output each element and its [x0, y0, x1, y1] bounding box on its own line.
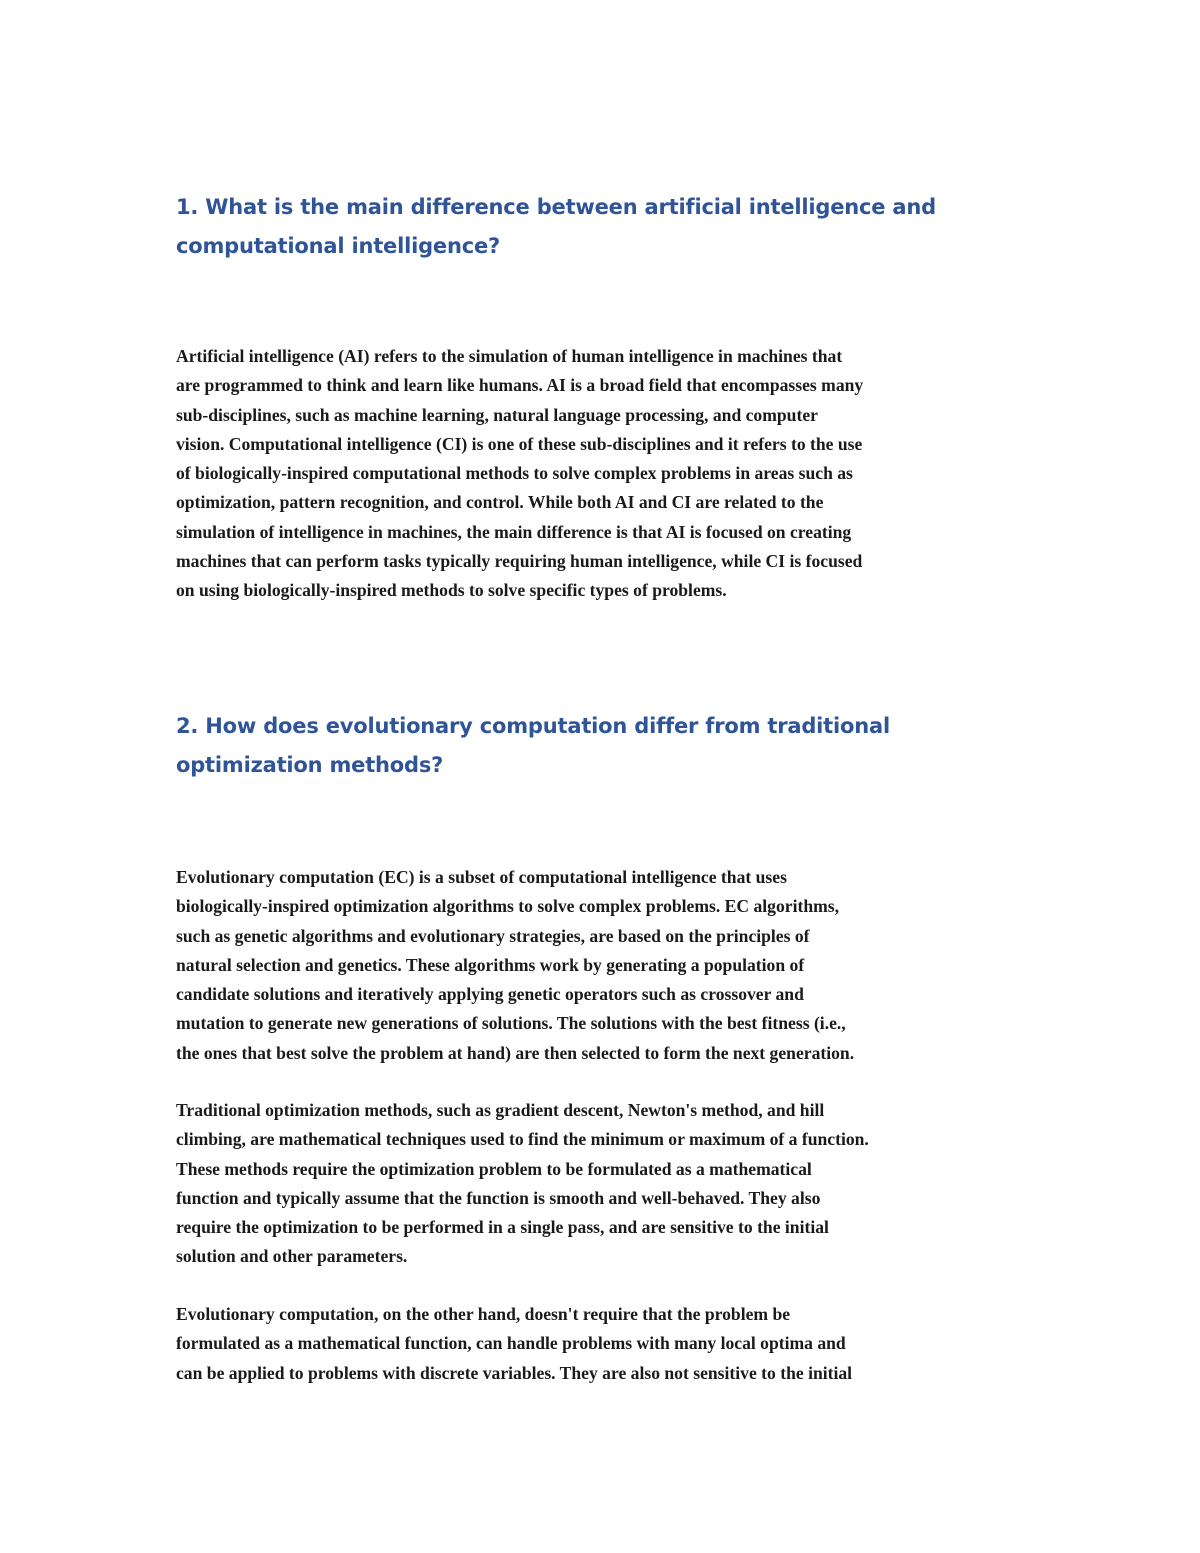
heading-line: 2. How does evolutionary computation differ from traditional [176, 714, 890, 738]
text-line: formulated as a mathematical function, can handle problems with many local optima and [176, 1333, 846, 1354]
text-line: These methods require the optimization problem to be formulated as a mathematical [176, 1158, 812, 1179]
question-1-answer [176, 342, 1036, 606]
heading-line: optimization methods? [176, 753, 444, 777]
text-line: simulation of intelligence in machines, the main difference is that AI is focused on creating [176, 521, 852, 542]
question-1-heading [176, 188, 1036, 266]
text-line: candidate solutions and iteratively applying genetic operators such as crossover and [176, 984, 804, 1005]
text-line: solution and other parameters. [176, 1246, 408, 1267]
text-line: natural selection and genetics. These algorithms work by generating a population of [176, 954, 805, 975]
text-line: Evolutionary computation (EC) is a subset of computational intelligence that uses [176, 867, 787, 887]
text-line: mutation to generate new generations of solutions. The solutions with the best fitness (i.e., [176, 1013, 846, 1034]
text-line: require the optimization to be performed in a single pass, and are sensitive to the initial [176, 1217, 829, 1238]
text-line: sub-disciplines, such as machine learning, natural language processing, and computer [176, 404, 818, 425]
text-line: on using biologically-inspired methods to solve specific types of problems. [176, 580, 727, 601]
text-line: the ones that best solve the problem at hand) are then selected to form the next generation. [176, 1042, 855, 1063]
text-line: can be applied to problems with discrete variables. They are also not sensitive to the initial [176, 1362, 853, 1383]
heading-line: computational intelligence? [176, 234, 500, 258]
question-2-answer-paragraph-3 [176, 1300, 1036, 1388]
text-line: such as genetic algorithms and evolutionary strategies, are based on the principles of [176, 925, 810, 946]
text-line: machines that can perform tasks typically requiring human intelligence, while CI is focused [176, 551, 863, 572]
text-line: are programmed to think and learn like humans. AI is a broad field that encompasses many [176, 375, 864, 396]
text-line: Artificial intelligence (AI) refers to the simulation of human intelligence in machines that [176, 346, 843, 366]
text-line: climbing, are mathematical techniques used to find the minimum or maximum of a function. [176, 1129, 869, 1150]
question-2-heading [176, 707, 1036, 785]
text-line: optimization, pattern recognition, and control. While both AI and CI are related to the [176, 492, 824, 513]
text-line: Evolutionary computation, on the other hand, doesn't require that the problem be [176, 1304, 791, 1324]
text-line: Traditional optimization methods, such as gradient descent, Newton's method, and hill [176, 1100, 825, 1120]
text-line: of biologically-inspired computational methods to solve complex problems in areas such as [176, 463, 853, 484]
question-2-answer-paragraph-1 [176, 863, 1036, 1068]
text-line: vision. Computational intelligence (CI) is one of these sub-disciplines and it refers to the use [176, 433, 863, 454]
text-line: function and typically assume that the function is smooth and well-behaved. They also [176, 1187, 821, 1208]
text-line: biologically-inspired optimization algorithms to solve complex problems. EC algorithms, [176, 896, 840, 917]
heading-line: 1. What is the main difference between artificial intelligence and [176, 195, 936, 219]
question-2-answer-paragraph-2 [176, 1096, 1036, 1272]
